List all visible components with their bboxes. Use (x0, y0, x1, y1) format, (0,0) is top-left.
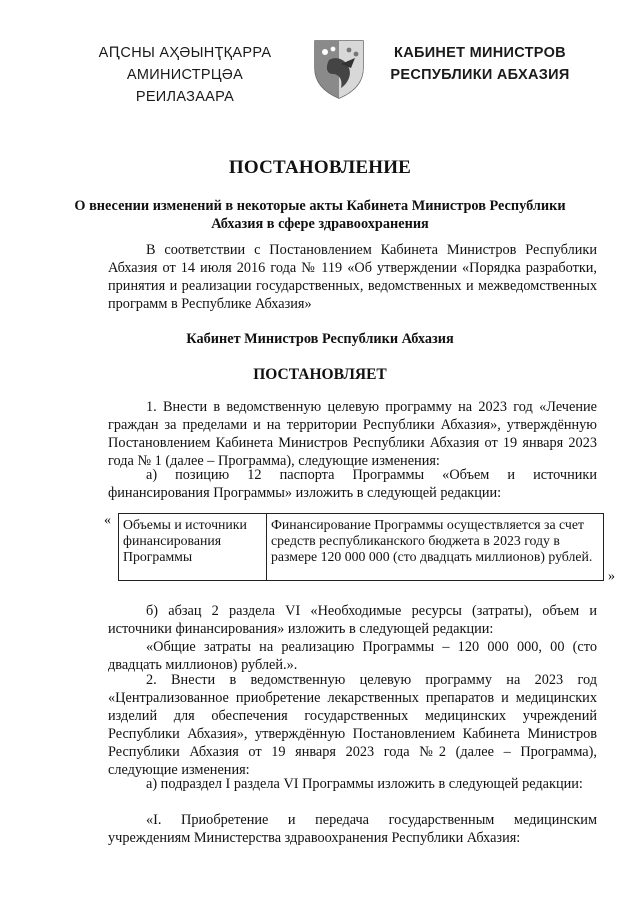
header-left-line2: АМИНИСТРЦӘА РЕИЛАЗААРА (126, 67, 244, 105)
item-1b-paragraph: б) абзац 2 раздела VI «Необходимые ресурсы (затраты), объем и источники финансирования» изложить в следующей редакции: (108, 603, 597, 637)
item-2a-paragraph: а) подраздел I раздела VI Программы изложить в следующей редакции: (146, 776, 583, 792)
preamble-paragraph: В соответствии с Постановлением Кабинета Министров Республики Абхазия от 14 июля 2016 года № 119 «Об утверждении «Порядка разработки, принятия и реализации государственных, ведомственных и межведомственных программ в Республике Абхазия» (108, 242, 597, 312)
financing-table (118, 513, 604, 581)
document-subtitle: О внесении изменений в некоторые акты Кабинета Министров Республики Абхазия в сфере здравоохранения (74, 198, 566, 232)
document-title: ПОСТАНОВЛЕНИЕ (228, 157, 412, 178)
item-2-paragraph: 2. Внести в ведомственную целевую программу на 2023 год «Централизованное приобретение лекарственных препаратов и медицинских изделий для обеспечения государственных медицинских учреждений Республики Абхазия», утверждённую Постановлением Кабинета Министров Республики Абхазия от 19 января 2023 года №2 (далее – Программа), следующие изменения: (108, 672, 597, 778)
decree-heading: ПОСТАНОВЛЯЕТ (253, 366, 387, 383)
header-right (380, 42, 580, 86)
header-right-line1: КАБИНЕТ МИНИСТРОВ (394, 45, 566, 61)
item-2a-text: «I. Приобретение и передача государственным медицинским учреждениям Министерства здравоохранения Республики Абхазия: (108, 812, 597, 846)
table-quote-open: « (104, 513, 111, 528)
coat-of-arms-emblem (311, 38, 367, 100)
header-right-line2: РЕСПУБЛИКИ АБХАЗИЯ (390, 67, 570, 83)
issuer-heading: Кабинет Министров Республики Абхазия (186, 331, 454, 347)
table-quote-close: » (608, 569, 615, 584)
table-cell-label: Объемы и источники финансирования Программы (119, 514, 267, 580)
header-left-line1: АԤСНЫ АҲӘЫНҬҚАРРА (98, 45, 272, 61)
header-left (80, 42, 290, 108)
item-1a-paragraph: а) позицию 12 паспорта Программы «Объем и источники финансирования Программы» изложить в следующей редакции: (108, 467, 597, 501)
item-1b-text: «Общие затраты на реализацию Программы – 120 000 000, 00 (сто двадцать миллионов) рублей.». (108, 639, 597, 673)
table-cell-value: Финансирование Программы осуществляется за счет средств республиканского бюджета в 2023 году в размере 120 000 000 (сто двадцать миллионов) рублей. (271, 517, 593, 564)
item-1-paragraph: 1. Внести в ведомственную целевую программу на 2023 год «Лечение граждан за пределами и на территории Республики Абхазия», утверждённую Постановлением Кабинета Министров Республики Абхазия от 19 января 2023 года № 1 (далее – Программа), следующие изменения: (108, 399, 597, 469)
